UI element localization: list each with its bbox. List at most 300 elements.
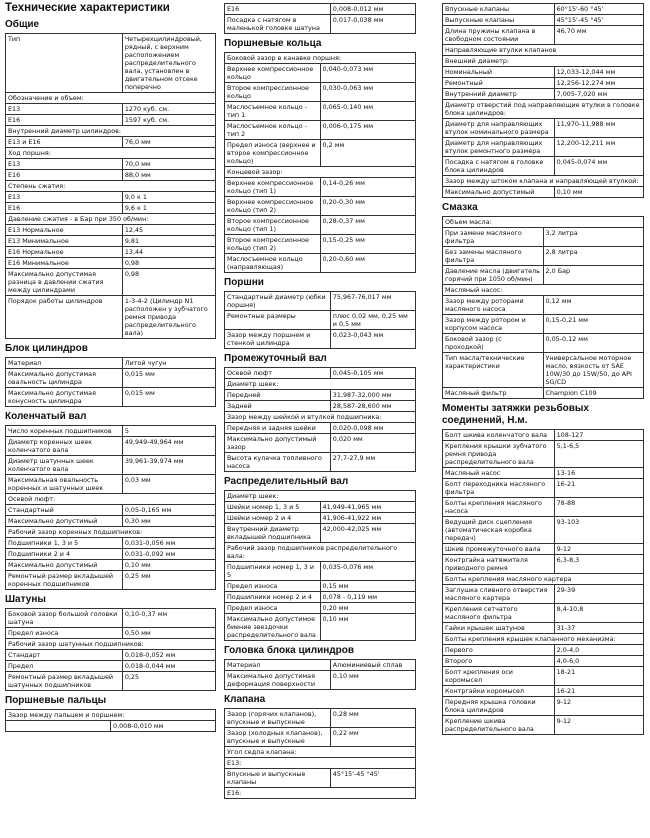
spec-row xyxy=(225,769,416,788)
spec-parameter: Зазор между роторами масляного насоса xyxy=(443,296,544,315)
spec-value: 12,45 xyxy=(122,225,215,236)
spec-parameter: Верхнее компрессионное кольцо (тип 1) xyxy=(225,178,321,197)
spec-row xyxy=(443,296,644,315)
spec-parameter: E13 xyxy=(6,104,123,115)
spec-value: 0,22 мм xyxy=(330,728,415,747)
spec-row xyxy=(6,494,216,505)
spec-parameter: Зазор (холодных клапанов), впускные и выпускные xyxy=(225,728,331,747)
spec-parameter: Маслосъемное кольцо - тип 1 xyxy=(225,102,321,121)
spec-parameter: Предел износа (верхнее и второе компрессионное кольцо) xyxy=(225,140,321,167)
spec-subheading: Рабочий зазор подшипников распределительного вала: xyxy=(225,543,416,562)
spec-value: 0,14-0,26 мм xyxy=(320,178,416,197)
spec-parameter: Предел износа xyxy=(225,581,321,592)
spec-row xyxy=(225,15,416,34)
spec-row xyxy=(6,721,216,732)
spec-row xyxy=(443,645,644,656)
spec-subheading: Зазор между пальцем и поршнем: xyxy=(6,710,216,721)
spec-value: 31-37 xyxy=(554,623,643,634)
spec-value: 0,10 мм xyxy=(330,671,415,690)
spec-row xyxy=(443,468,644,479)
spec-row xyxy=(443,15,644,26)
spec-value: 12,256-12,274 мм xyxy=(554,78,643,89)
spec-row xyxy=(443,56,644,67)
spec-parameter: Давление масла (двигатель горячий при 1050 об/мин) xyxy=(443,266,544,285)
spec-parameter: Первого xyxy=(443,645,555,656)
spec-row xyxy=(225,562,416,581)
spec-row xyxy=(443,686,644,697)
spec-table xyxy=(224,3,416,34)
spec-parameter: Болт переходника масляного фильтра xyxy=(443,479,555,498)
spec-row xyxy=(443,176,644,187)
spec-parameter: Впускные клапаны xyxy=(443,4,555,15)
spec-parameter: E16 xyxy=(225,4,331,15)
spec-row xyxy=(6,571,216,590)
spec-row xyxy=(443,623,644,634)
spec-subheading: Степень сжатия: xyxy=(6,181,216,192)
spec-parameter: Максимально допустимый xyxy=(443,187,555,198)
spec-row xyxy=(225,401,416,412)
spec-table xyxy=(442,216,644,399)
spec-value: 31,987-32,000 мм xyxy=(330,390,415,401)
section-title: Поршневые пальцы xyxy=(5,695,107,706)
spec-value: плюс 0,02 мм, 0,25 мм и 0,5 мм xyxy=(330,311,415,330)
spec-row xyxy=(443,157,644,176)
spec-parameter: Второе компрессионное кольцо xyxy=(225,83,321,102)
spec-value: Champion C109 xyxy=(543,388,644,399)
spec-row xyxy=(6,170,216,181)
section-title: Коленчатый вал xyxy=(5,411,87,422)
spec-row xyxy=(225,728,416,747)
spec-row xyxy=(225,758,416,769)
spec-subheading: Диаметр шеек: xyxy=(225,491,416,502)
spec-parameter: Крепления крышки зубчатого ремня привода распределительного вала xyxy=(443,441,555,468)
spec-row xyxy=(6,560,216,571)
spec-row xyxy=(443,574,644,585)
spec-parameter: Ремонтный xyxy=(443,78,555,89)
spec-row xyxy=(443,479,644,498)
spec-subheading: Рабочий зазор коренных подшипников: xyxy=(6,527,216,538)
spec-row xyxy=(225,254,416,273)
spec-parameter: Зазор между поршнем и стенкой цилиндра xyxy=(225,330,331,349)
column-left xyxy=(5,0,216,732)
spec-row xyxy=(6,225,216,236)
spec-row xyxy=(6,148,216,159)
spec-row xyxy=(443,187,644,198)
spec-parameter: Болт шкива коленчатого вала xyxy=(443,430,555,441)
spec-row xyxy=(443,334,644,353)
spec-row xyxy=(225,379,416,390)
spec-parameter: Ремонтные размеры xyxy=(225,311,331,330)
spec-parameter: Масляный фильтр xyxy=(443,388,544,399)
spec-parameter: E16 Нормальное xyxy=(6,247,123,258)
spec-row xyxy=(443,119,644,138)
spec-subheading: Зазор между штоком клапана и направляющей втулкой: xyxy=(443,176,644,187)
spec-row xyxy=(225,423,416,434)
spec-subheading: Обозначение и объем: xyxy=(6,93,216,104)
spec-row xyxy=(6,527,216,538)
spec-row xyxy=(225,614,416,641)
spec-row xyxy=(225,102,416,121)
spec-row xyxy=(225,747,416,758)
spec-row xyxy=(443,544,644,555)
spec-value: Четырехцилиндровый, рядный, с верхним расположением распределительного вала, установлен в двигательном отсеке поперечно xyxy=(122,34,215,93)
spec-row xyxy=(6,296,216,339)
spec-value: 3,2 литра xyxy=(543,228,644,247)
spec-value: 0,15 мм xyxy=(320,581,416,592)
spec-row xyxy=(6,203,216,214)
spec-value: 13,44 xyxy=(122,247,215,258)
spec-row xyxy=(443,430,644,441)
spec-table xyxy=(224,291,416,349)
column-right xyxy=(442,0,644,735)
spec-parameter: Шкив промежуточного вала xyxy=(443,544,555,555)
spec-row xyxy=(6,214,216,225)
spec-row xyxy=(6,475,216,494)
spec-value: 0,020 мм xyxy=(330,434,415,453)
spec-subheading: E13: xyxy=(225,758,416,769)
spec-value: 4,0-6,0 xyxy=(554,656,643,667)
spec-value: 39,961-39,974 мм xyxy=(122,456,215,475)
spec-parameter: Диаметр шатунных шеек коленчатого вала xyxy=(6,456,123,475)
spec-row xyxy=(225,412,416,423)
spec-row xyxy=(225,4,416,15)
spec-row xyxy=(6,672,216,691)
spec-value: 0,15-0,21 мм xyxy=(543,315,644,334)
spec-value: 49,949-49,964 мм xyxy=(122,437,215,456)
spec-subheading: Осевой люфт: xyxy=(6,494,216,505)
spec-table xyxy=(442,3,644,198)
spec-parameter: Впускные и выпускные клапаны xyxy=(225,769,331,788)
spec-table xyxy=(224,708,416,799)
spec-value: 2,0-4,0 xyxy=(554,645,643,656)
spec-parameter: Материал xyxy=(225,660,331,671)
spec-parameter: Крепления сетчатого масляного фильтра xyxy=(443,604,555,623)
spec-parameter: Стандартный xyxy=(6,505,123,516)
spec-row xyxy=(443,441,644,468)
spec-row xyxy=(443,138,644,157)
spec-parameter: Боковой зазор большой головки шатуна xyxy=(6,609,123,628)
spec-value: 13-16 xyxy=(554,468,643,479)
spec-parameter: Подшипники 2 и 4 xyxy=(6,549,123,560)
spec-parameter: Гайки крышек шатунов xyxy=(443,623,555,634)
spec-row xyxy=(6,710,216,721)
spec-row xyxy=(225,368,416,379)
spec-subheading: Концевой зазор: xyxy=(225,167,416,178)
spec-value: 0,065-0,140 мм xyxy=(320,102,416,121)
spec-table xyxy=(5,425,216,590)
section-title: Поршни xyxy=(224,277,264,288)
spec-value: 0,10 мм xyxy=(122,560,215,571)
spec-row xyxy=(6,639,216,650)
spec-row xyxy=(225,140,416,167)
spec-value: 70,0 мм xyxy=(122,159,215,170)
spec-value: 0,05-0,12 мм xyxy=(543,334,644,353)
spec-row xyxy=(443,585,644,604)
spec-parameter: Диаметр для направляющих втулок номинального размера xyxy=(443,119,555,138)
spec-row xyxy=(225,121,416,140)
section-title: Распределительный вал xyxy=(224,476,349,487)
spec-value: Алюминиевый сплав xyxy=(330,660,415,671)
spec-value: 0,031-0,056 мм xyxy=(122,538,215,549)
section-title: Клапана xyxy=(224,694,266,705)
spec-row xyxy=(443,716,644,735)
spec-value: 41,906-41,922 мм xyxy=(320,513,416,524)
spec-value: 0,15-0,25 мм xyxy=(320,235,416,254)
spec-value: 0,035-0,076 мм xyxy=(320,562,416,581)
spec-value: 0,040-0,073 мм xyxy=(320,64,416,83)
section-title: Смазка xyxy=(442,202,478,213)
spec-parameter: Предел износа xyxy=(6,628,123,639)
spec-parameter xyxy=(6,721,111,732)
spec-row xyxy=(225,292,416,311)
spec-parameter: E13 и E16 xyxy=(6,137,123,148)
spec-row xyxy=(6,126,216,137)
spec-table xyxy=(224,52,416,273)
spec-row xyxy=(225,709,416,728)
spec-value: Универсальное моторное масло, вязкость от SAE 10W/30 до 15W/50, до API SG/CD xyxy=(543,353,644,388)
spec-row xyxy=(225,167,416,178)
spec-value: 5 xyxy=(122,426,215,437)
spec-parameter: Материал xyxy=(6,358,123,369)
spec-value: 76,0 мм xyxy=(122,137,215,148)
spec-row xyxy=(6,159,216,170)
spec-value: 0,20-0,60 мм xyxy=(320,254,416,273)
spec-value: 0,018-0,044 мм xyxy=(122,661,215,672)
spec-value: 16-21 xyxy=(554,479,643,498)
spec-row xyxy=(6,661,216,672)
spec-parameter: Зазор (горячих клапанов), впускные и выпускные xyxy=(225,709,331,728)
spec-row xyxy=(6,505,216,516)
spec-row xyxy=(443,78,644,89)
spec-parameter: Подшипники номер 1, 3 и 5 xyxy=(225,562,321,581)
spec-parameter: Заглушка сливного отверстия масляного картера xyxy=(443,585,555,604)
spec-parameter: Болт крепления оси коромысел xyxy=(443,667,555,686)
spec-parameter: Шейки номер 1, 3 и 5 xyxy=(225,502,321,513)
spec-parameter: E13 Минимальное xyxy=(6,236,123,247)
spec-row xyxy=(443,89,644,100)
spec-subheading: Направляющие втулки клапанов xyxy=(443,45,644,56)
section-title: Общие xyxy=(5,19,40,30)
spec-row xyxy=(443,26,644,45)
spec-parameter: Максимально допустимая овальность цилиндра xyxy=(6,369,123,388)
spec-value: 0,045-0,074 мм xyxy=(554,157,643,176)
spec-value: 0,018-0,052 мм xyxy=(122,650,215,661)
spec-row xyxy=(225,330,416,349)
spec-row xyxy=(225,524,416,543)
spec-row xyxy=(443,67,644,78)
spec-row xyxy=(6,104,216,115)
spec-value: 0,031-0,092 мм xyxy=(122,549,215,560)
spec-parameter: Максимально допустимая разница в давлении сжатия между цилиндрами xyxy=(6,269,123,296)
spec-parameter: Подшипники 1, 3 и 5 xyxy=(6,538,123,549)
spec-value: 0,10 мм xyxy=(554,187,643,198)
spec-row xyxy=(6,650,216,661)
section-title: Головка блока цилиндров xyxy=(224,645,354,656)
spec-parameter: E13 Нормальное xyxy=(6,225,123,236)
spec-value: 0,25 мм xyxy=(122,571,215,590)
spec-value: 9,0 к 1 xyxy=(122,192,215,203)
spec-value: 0,05-0,165 мм xyxy=(122,505,215,516)
spec-parameter: Передняя и задняя шейки xyxy=(225,423,331,434)
spec-row xyxy=(225,83,416,102)
spec-table xyxy=(224,490,416,641)
spec-parameter: Осевой люфт xyxy=(225,368,331,379)
spec-value: 0,008-0,010 мм xyxy=(111,721,216,732)
spec-row xyxy=(6,358,216,369)
spec-parameter: Контргайка натяжителя приводного ремня xyxy=(443,555,555,574)
spec-row xyxy=(225,543,416,562)
spec-value: 0,03 мм xyxy=(122,475,215,494)
spec-row xyxy=(6,192,216,203)
spec-parameter: Высота кулачка топливного насоса xyxy=(225,453,331,472)
spec-value: 75,967-76,017 мм xyxy=(330,292,415,311)
document-title: Технические характеристики xyxy=(5,2,170,14)
spec-parameter: Контргайки коромысел xyxy=(443,686,555,697)
spec-parameter: Маслосъемное кольцо - тип 2 xyxy=(225,121,321,140)
spec-row xyxy=(443,266,644,285)
section-title: Поршневые кольца xyxy=(224,38,322,49)
spec-row xyxy=(225,660,416,671)
spec-row xyxy=(6,426,216,437)
spec-value: 0,008-0,012 мм xyxy=(330,4,415,15)
spec-value: 0,20-0,30 мм xyxy=(320,197,416,216)
spec-parameter: E16 xyxy=(6,170,123,181)
spec-row xyxy=(443,498,644,517)
spec-value: 108-127 xyxy=(554,430,643,441)
spec-parameter: Максимально допустимый xyxy=(6,560,123,571)
spec-row xyxy=(6,93,216,104)
spec-value: 88,0 мм xyxy=(122,170,215,181)
spec-row xyxy=(225,311,416,330)
spec-value: 45°15'-45 °45' xyxy=(330,769,415,788)
section-title: Шатуны xyxy=(5,594,46,605)
column-right-sections xyxy=(442,0,644,735)
spec-parameter: Тип масла/технические характеристики xyxy=(443,353,544,388)
spec-row xyxy=(225,235,416,254)
spec-value: 0,015 мм xyxy=(122,369,215,388)
spec-parameter: Число коренных подшипников xyxy=(6,426,123,437)
spec-value: 12,200-12,211 мм xyxy=(554,138,643,157)
spec-parameter: Шейки номер 2 и 4 xyxy=(225,513,321,524)
spec-parameter: E13 xyxy=(6,192,123,203)
spec-row xyxy=(225,53,416,64)
spec-subheading: Болты крепления масляного картера xyxy=(443,574,644,585)
spec-subheading: Внутренний диаметр цилиндров: xyxy=(6,126,216,137)
spec-parameter: Максимально допустимый зазор xyxy=(225,434,331,453)
spec-subheading: Болты крепления крышек клапанного механизма: xyxy=(443,634,644,645)
spec-value: 18-21 xyxy=(554,667,643,686)
spec-parameter: Посадка с натягом в маленькой головке шатуна xyxy=(225,15,331,34)
spec-parameter: Максимально допустимая конусность цилиндра xyxy=(6,388,123,407)
spec-value: 9-12 xyxy=(554,716,643,735)
spec-parameter: Порядок работы цилиндров xyxy=(6,296,123,339)
spec-value: 0,12 мм xyxy=(543,296,644,315)
spec-parameter: Маслосъемное кольцо (направляющая) xyxy=(225,254,321,273)
spec-row xyxy=(443,555,644,574)
spec-value: 6,3-8,3 xyxy=(554,555,643,574)
spec-parameter: Второго xyxy=(443,656,555,667)
spec-row xyxy=(6,115,216,126)
spec-value: 29-39 xyxy=(554,585,643,604)
spec-subheading: Боковой зазор в канавке поршня: xyxy=(225,53,416,64)
spec-subheading: Давление сжатия - в Бар при 350 об/мин: xyxy=(6,214,216,225)
spec-row xyxy=(225,216,416,235)
spec-value: 0,25 xyxy=(122,672,215,691)
spec-parameter: E16 xyxy=(6,115,123,126)
spec-row xyxy=(225,64,416,83)
spec-row xyxy=(6,388,216,407)
spec-parameter: Ведущий диск сцепления (автоматическая коробка передач) xyxy=(443,517,555,544)
spec-row xyxy=(443,667,644,686)
spec-value: 5,1-6,5 xyxy=(554,441,643,468)
spec-value: 0,28 мм xyxy=(330,709,415,728)
spec-row xyxy=(443,634,644,645)
spec-parameter: Максимально допустимый xyxy=(6,516,123,527)
spec-parameter: Крепление шкива распределительного вала xyxy=(443,716,555,735)
spec-parameter: Стандарт xyxy=(6,650,123,661)
spec-value: 2,0 Бар xyxy=(543,266,644,285)
spec-parameter: Верхнее компрессионное кольцо xyxy=(225,64,321,83)
spec-parameter: Предел износа xyxy=(225,603,321,614)
spec-parameter: Стандартный диаметр (юбки поршня) xyxy=(225,292,331,311)
spec-row xyxy=(6,137,216,148)
spec-row xyxy=(443,697,644,716)
spec-row xyxy=(225,434,416,453)
spec-row xyxy=(225,178,416,197)
spec-row xyxy=(6,34,216,93)
spec-parameter: Задней xyxy=(225,401,331,412)
spec-table xyxy=(224,367,416,472)
spec-row xyxy=(6,369,216,388)
spec-row xyxy=(225,603,416,614)
spec-parameter: Посадка с натягом в головке блока цилиндров xyxy=(443,157,555,176)
spec-row xyxy=(443,100,644,119)
spec-row xyxy=(6,236,216,247)
spec-parameter: Длина пружины клапана в свободном состоянии xyxy=(443,26,555,45)
spec-value: 42,000-42,025 мм xyxy=(320,524,416,543)
spec-value: 11,970-11,988 мм xyxy=(554,119,643,138)
spec-parameter: Передней xyxy=(225,390,331,401)
spec-row xyxy=(443,388,644,399)
spec-row xyxy=(443,285,644,296)
spec-value: 0,98 xyxy=(122,269,215,296)
spec-row xyxy=(225,513,416,524)
spec-value: 9-12 xyxy=(554,697,643,716)
spec-row xyxy=(225,453,416,472)
spec-row xyxy=(6,516,216,527)
spec-value: 93-103 xyxy=(554,517,643,544)
spec-subheading: E16: xyxy=(225,788,416,799)
spec-value: 0,50 мм xyxy=(122,628,215,639)
spec-parameter: Верхнее компрессионное кольцо (тип 2) xyxy=(225,197,321,216)
spec-value: 0,10-0,37 мм xyxy=(122,609,215,628)
spec-parameter: Второе компрессионное кольцо (тип 2) xyxy=(225,235,321,254)
spec-parameter: Ремонтный размер вкладышей коренных подшипников xyxy=(6,571,123,590)
spec-parameter: E16 xyxy=(6,203,123,214)
spec-row xyxy=(6,269,216,296)
spec-subheading: Внешний диаметр: xyxy=(443,56,644,67)
spec-row xyxy=(443,353,644,388)
spec-parameter: Диаметр коренных шеек коленчатого вала xyxy=(6,437,123,456)
spec-row xyxy=(225,581,416,592)
spec-row xyxy=(225,390,416,401)
spec-table xyxy=(5,357,216,407)
spec-value: 1-3-4-2 (Цилиндр N1 расположен у зубчатого ремня привода распределительного вала) xyxy=(122,296,215,339)
spec-parameter: При замене масляного фильтра xyxy=(443,228,544,247)
spec-value: 16-21 xyxy=(554,686,643,697)
spec-value: 1270 куб. см. xyxy=(122,104,215,115)
spec-value: 9,81 xyxy=(122,236,215,247)
